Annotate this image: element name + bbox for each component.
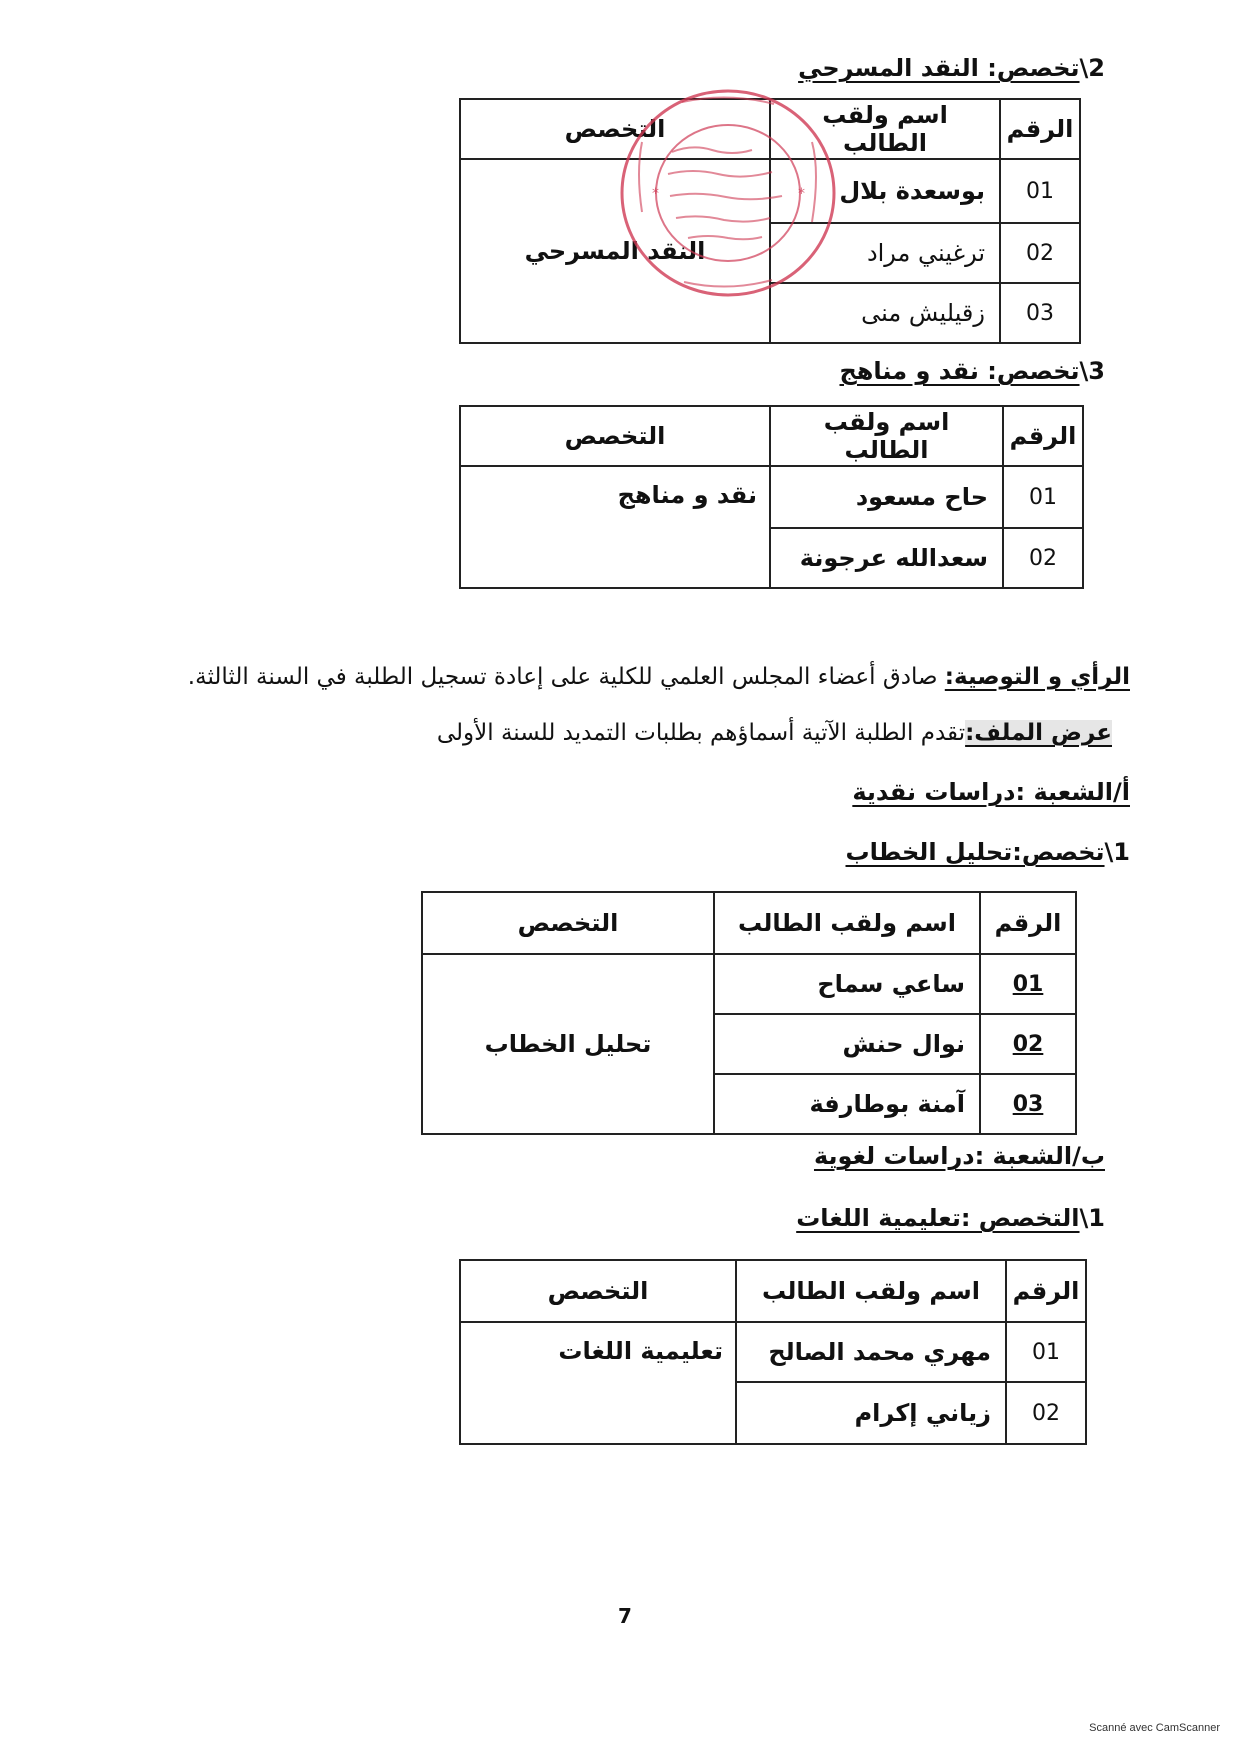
svg-text:*: * — [798, 186, 805, 202]
table-header-row — [460, 1260, 1086, 1322]
row-num: 01 — [1006, 1322, 1086, 1382]
row-specialty: نقد و مناهج — [460, 466, 770, 588]
opinion-lead: الرأي و التوصية: — [944, 664, 1130, 690]
section-b1-heading — [796, 1204, 1105, 1232]
row-num-value: 01 — [1012, 971, 1044, 997]
section-a1-prefix: 1\ — [1104, 838, 1130, 866]
header-num: الرقم — [1003, 406, 1083, 466]
table-header-row — [422, 892, 1076, 954]
row-num-value: 02 — [1012, 1031, 1044, 1057]
section-a1-heading — [846, 838, 1131, 866]
official-stamp — [612, 82, 844, 304]
header-spec: التخصص — [422, 892, 714, 954]
row-name: سعدالله عرجونة — [770, 528, 1003, 588]
row-num: 01 — [1003, 466, 1083, 528]
header-num: الرقم — [980, 892, 1076, 954]
row-num: 01 — [1000, 159, 1080, 223]
row-num: 02 — [1003, 528, 1083, 588]
file-presentation-paragraph — [437, 720, 1112, 746]
section-2-heading — [798, 54, 1105, 82]
row-name: نوال حنش — [714, 1014, 980, 1074]
header-name: اسم ولقب الطالب — [736, 1260, 1006, 1322]
section-2-title: تخصص: النقد المسرحي — [798, 54, 1080, 82]
row-num: 02 — [1000, 223, 1080, 283]
row-name: مهري محمد الصالح — [736, 1322, 1006, 1382]
section-b1-title: التخصص :تعليمية اللغات — [796, 1204, 1080, 1232]
opinion-paragraph — [188, 664, 1130, 690]
branch-b-heading — [814, 1142, 1105, 1170]
table-row — [460, 466, 1083, 528]
table-discourse-analysis — [421, 891, 1077, 1135]
row-name: بوسعدة بلال — [770, 159, 1000, 223]
row-specialty: تعليمية اللغات — [460, 1322, 736, 1444]
svg-text:*: * — [652, 186, 659, 202]
section-3-title: تخصص: نقد و مناهج — [839, 357, 1080, 385]
file-presentation-text: تقدم الطلبة الآتية أسماؤهم بطلبات التمديد للسنة الأولى — [436, 720, 966, 746]
row-specialty: تحليل الخطاب — [422, 954, 714, 1134]
row-num: 03 — [1000, 283, 1080, 343]
section-3-heading — [839, 357, 1105, 385]
row-name: آمنة بوطارفة — [714, 1074, 980, 1134]
row-name: زياني إكرام — [736, 1382, 1006, 1444]
header-name: اسم ولقب الطالب — [770, 406, 1003, 466]
header-name: اسم ولقب الطالب — [714, 892, 980, 954]
row-num — [980, 1014, 1076, 1074]
table-row — [460, 1322, 1086, 1382]
header-spec: التخصص — [460, 99, 770, 159]
page-number: 7 — [618, 1604, 632, 1628]
header-name: اسم ولقب الطالب — [770, 99, 1000, 159]
row-num-value: 03 — [1012, 1091, 1044, 1117]
branch-b-text: ب/الشعبة :دراسات لغوية — [813, 1142, 1105, 1170]
row-num — [980, 954, 1076, 1014]
row-specialty: النقد المسرحي — [460, 159, 770, 343]
row-name: حاح مسعود — [770, 466, 1003, 528]
section-3-prefix: 3\ — [1079, 357, 1105, 385]
section-2-prefix: 2\ — [1079, 54, 1105, 82]
row-name: ساعي سماح — [714, 954, 980, 1014]
row-name: زقيليش منى — [770, 283, 1000, 343]
table-header-row — [460, 406, 1083, 466]
section-a1-title: تخصص:تحليل الخطاب — [845, 838, 1105, 866]
file-presentation-lead: عرض الملف: — [965, 720, 1112, 746]
header-spec: التخصص — [460, 406, 770, 466]
section-b1-prefix: 1\ — [1079, 1204, 1105, 1232]
row-name: ترغيني مراد — [770, 223, 1000, 283]
scanner-footer: Scanné avec CamScanner — [1089, 1722, 1220, 1734]
header-num: الرقم — [1000, 99, 1080, 159]
table-criticism-methods — [459, 405, 1084, 589]
header-spec: التخصص — [460, 1260, 736, 1322]
row-num — [980, 1074, 1076, 1134]
row-num: 02 — [1006, 1382, 1086, 1444]
table-language-didactics — [459, 1259, 1087, 1445]
table-row — [422, 954, 1076, 1014]
header-num: الرقم — [1006, 1260, 1086, 1322]
opinion-text: صادق أعضاء المجلس العلمي للكلية على إعادة تسجيل الطلبة في السنة الثالثة. — [187, 664, 945, 690]
branch-a-heading — [852, 778, 1130, 806]
branch-a-text: أ/الشعبة :دراسات نقدية — [852, 778, 1130, 806]
